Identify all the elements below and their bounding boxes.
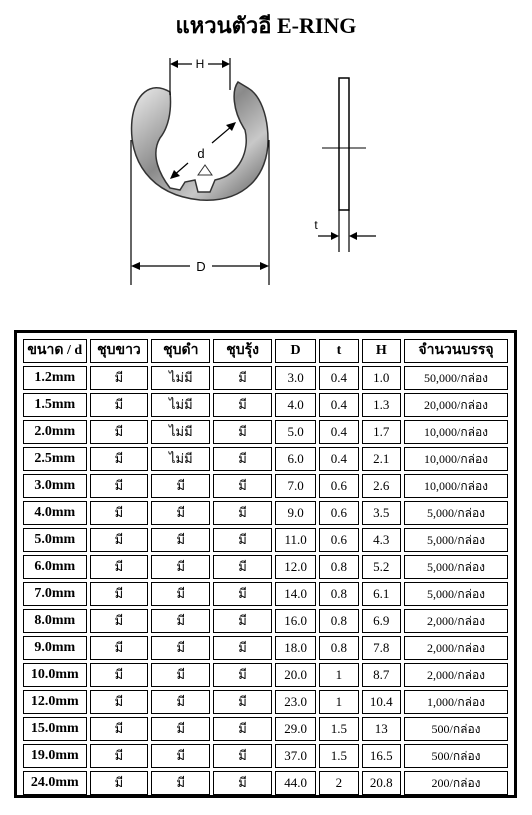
table-row bbox=[23, 717, 508, 741]
cell-col-h: 6.9 bbox=[362, 609, 401, 633]
cell-col-t: 1 bbox=[319, 663, 358, 687]
cell-col-d-outer: 14.0 bbox=[275, 582, 316, 606]
cell-col-black-plated: มี bbox=[151, 717, 210, 741]
cell-col-h: 1.3 bbox=[362, 393, 401, 417]
cell-col-size: 5.0mm bbox=[23, 528, 87, 552]
table-row bbox=[23, 609, 508, 633]
table-row bbox=[23, 366, 508, 390]
cell-col-rainbow-plated: มี bbox=[213, 501, 272, 525]
cell-col-quantity: 20,000/กล่อง bbox=[404, 393, 508, 417]
cell-col-quantity: 5,000/กล่อง bbox=[404, 555, 508, 579]
cell-col-white-plated: มี bbox=[90, 717, 149, 741]
cell-col-white-plated: มี bbox=[90, 663, 149, 687]
cell-col-size: 19.0mm bbox=[23, 744, 87, 768]
cell-col-white-plated: มี bbox=[90, 582, 149, 606]
e-ring-shape bbox=[132, 82, 268, 200]
cell-col-h: 3.5 bbox=[362, 501, 401, 525]
cell-col-black-plated: มี bbox=[151, 663, 210, 687]
cell-col-t: 2 bbox=[319, 771, 358, 795]
cell-col-rainbow-plated: มี bbox=[213, 474, 272, 498]
cell-col-d-outer: 23.0 bbox=[275, 690, 316, 714]
cell-col-t: 0.6 bbox=[319, 474, 358, 498]
cell-col-rainbow-plated: มี bbox=[213, 636, 272, 660]
cell-col-h: 10.4 bbox=[362, 690, 401, 714]
cell-col-black-plated: มี bbox=[151, 636, 210, 660]
cell-col-d-outer: 12.0 bbox=[275, 555, 316, 579]
header-col-size: ขนาด / d bbox=[23, 339, 87, 363]
cell-col-h: 16.5 bbox=[362, 744, 401, 768]
cell-col-rainbow-plated: มี bbox=[213, 555, 272, 579]
cell-col-white-plated: มี bbox=[90, 771, 149, 795]
cell-col-d-outer: 11.0 bbox=[275, 528, 316, 552]
page-title: แหวนตัวอี E-RING bbox=[175, 13, 357, 38]
cell-col-size: 15.0mm bbox=[23, 717, 87, 741]
cell-col-h: 4.3 bbox=[362, 528, 401, 552]
cell-col-black-plated: มี bbox=[151, 609, 210, 633]
spec-table bbox=[20, 336, 511, 798]
cell-col-size: 1.2mm bbox=[23, 366, 87, 390]
cell-col-rainbow-plated: มี bbox=[213, 609, 272, 633]
cell-col-size: 4.0mm bbox=[23, 501, 87, 525]
cell-col-rainbow-plated: มี bbox=[213, 717, 272, 741]
cell-col-h: 1.7 bbox=[362, 420, 401, 444]
cell-col-h: 2.6 bbox=[362, 474, 401, 498]
cell-col-white-plated: มี bbox=[90, 474, 149, 498]
cell-col-h: 2.1 bbox=[362, 447, 401, 471]
header-col-black-plated: ชุบดำ bbox=[151, 339, 210, 363]
cell-col-black-plated: ไม่มี bbox=[151, 393, 210, 417]
cell-col-quantity: 2,000/กล่อง bbox=[404, 636, 508, 660]
table-row bbox=[23, 663, 508, 687]
cell-col-d-outer: 5.0 bbox=[275, 420, 316, 444]
cell-col-rainbow-plated: มี bbox=[213, 663, 272, 687]
header-col-h: H bbox=[362, 339, 401, 363]
table-row bbox=[23, 474, 508, 498]
table-row bbox=[23, 555, 508, 579]
cell-col-rainbow-plated: มี bbox=[213, 690, 272, 714]
cell-col-rainbow-plated: มี bbox=[213, 447, 272, 471]
cell-col-rainbow-plated: มี bbox=[213, 366, 272, 390]
cell-col-size: 9.0mm bbox=[23, 636, 87, 660]
cell-col-white-plated: มี bbox=[90, 420, 149, 444]
header-col-quantity: จำนวนบรรจุ bbox=[404, 339, 508, 363]
cell-col-white-plated: มี bbox=[90, 690, 149, 714]
cell-col-size: 3.0mm bbox=[23, 474, 87, 498]
cell-col-size: 2.0mm bbox=[23, 420, 87, 444]
cell-col-t: 0.6 bbox=[319, 501, 358, 525]
table-header-row bbox=[23, 339, 508, 363]
cell-col-black-plated: ไม่มี bbox=[151, 420, 210, 444]
cell-col-rainbow-plated: มี bbox=[213, 528, 272, 552]
cell-col-white-plated: มี bbox=[90, 744, 149, 768]
cell-col-quantity: 50,000/กล่อง bbox=[404, 366, 508, 390]
cell-col-t: 0.8 bbox=[319, 636, 358, 660]
cell-col-white-plated: มี bbox=[90, 447, 149, 471]
table-row bbox=[23, 420, 508, 444]
cell-col-t: 0.4 bbox=[319, 420, 358, 444]
cell-col-white-plated: มี bbox=[90, 609, 149, 633]
cell-col-h: 20.8 bbox=[362, 771, 401, 795]
cell-col-t: 1.5 bbox=[319, 744, 358, 768]
label-t: t bbox=[314, 218, 318, 232]
cell-col-size: 1.5mm bbox=[23, 393, 87, 417]
cell-col-d-outer: 20.0 bbox=[275, 663, 316, 687]
table-row bbox=[23, 690, 508, 714]
cell-col-t: 0.4 bbox=[319, 366, 358, 390]
spec-table-frame bbox=[14, 330, 517, 798]
cell-col-size: 8.0mm bbox=[23, 609, 87, 633]
cell-col-d-outer: 3.0 bbox=[275, 366, 316, 390]
label-h: H bbox=[195, 57, 205, 71]
cell-col-size: 24.0mm bbox=[23, 771, 87, 795]
cell-col-t: 0.8 bbox=[319, 555, 358, 579]
cell-col-size: 10.0mm bbox=[23, 663, 87, 687]
cell-col-rainbow-plated: มี bbox=[213, 420, 272, 444]
cell-col-quantity: 5,000/กล่อง bbox=[404, 528, 508, 552]
cell-col-d-outer: 18.0 bbox=[275, 636, 316, 660]
label-big-d: D bbox=[196, 259, 206, 274]
cell-col-white-plated: มี bbox=[90, 528, 149, 552]
cell-col-t: 0.8 bbox=[319, 609, 358, 633]
cell-col-black-plated: มี bbox=[151, 474, 210, 498]
cell-col-t: 0.6 bbox=[319, 528, 358, 552]
cell-col-rainbow-plated: มี bbox=[213, 582, 272, 606]
cell-col-white-plated: มี bbox=[90, 636, 149, 660]
table-row bbox=[23, 771, 508, 795]
table-row bbox=[23, 744, 508, 768]
cell-col-size: 6.0mm bbox=[23, 555, 87, 579]
e-ring-diagram bbox=[0, 40, 532, 320]
cell-col-quantity: 2,000/กล่อง bbox=[404, 663, 508, 687]
cell-col-d-outer: 9.0 bbox=[275, 501, 316, 525]
cell-col-t: 1 bbox=[319, 690, 358, 714]
cell-col-t: 0.4 bbox=[319, 447, 358, 471]
table-row bbox=[23, 393, 508, 417]
cell-col-quantity: 1,000/กล่อง bbox=[404, 690, 508, 714]
cell-col-d-outer: 16.0 bbox=[275, 609, 316, 633]
cell-col-h: 7.8 bbox=[362, 636, 401, 660]
cell-col-quantity: 2,000/กล่อง bbox=[404, 609, 508, 633]
header-col-t: t bbox=[319, 339, 358, 363]
table-row bbox=[23, 501, 508, 525]
cell-col-rainbow-plated: มี bbox=[213, 393, 272, 417]
cell-col-h: 6.1 bbox=[362, 582, 401, 606]
cell-col-quantity: 5,000/กล่อง bbox=[404, 582, 508, 606]
cell-col-d-outer: 37.0 bbox=[275, 744, 316, 768]
cell-col-size: 7.0mm bbox=[23, 582, 87, 606]
cell-col-h: 13 bbox=[362, 717, 401, 741]
cell-col-quantity: 10,000/กล่อง bbox=[404, 447, 508, 471]
label-d: d bbox=[197, 146, 205, 161]
cell-col-white-plated: มี bbox=[90, 501, 149, 525]
cell-col-black-plated: ไม่มี bbox=[151, 447, 210, 471]
cell-col-black-plated: มี bbox=[151, 744, 210, 768]
table-row bbox=[23, 636, 508, 660]
cell-col-black-plated: ไม่มี bbox=[151, 366, 210, 390]
cell-col-black-plated: มี bbox=[151, 582, 210, 606]
cell-col-black-plated: มี bbox=[151, 690, 210, 714]
cell-col-black-plated: มี bbox=[151, 771, 210, 795]
cell-col-black-plated: มี bbox=[151, 528, 210, 552]
cell-col-size: 12.0mm bbox=[23, 690, 87, 714]
cell-col-quantity: 10,000/กล่อง bbox=[404, 474, 508, 498]
cell-col-t: 1.5 bbox=[319, 717, 358, 741]
cell-col-white-plated: มี bbox=[90, 555, 149, 579]
table-row bbox=[23, 528, 508, 552]
cell-col-t: 0.4 bbox=[319, 393, 358, 417]
cell-col-d-outer: 7.0 bbox=[275, 474, 316, 498]
cell-col-quantity: 500/กล่อง bbox=[404, 717, 508, 741]
side-view bbox=[318, 78, 376, 252]
cell-col-d-outer: 4.0 bbox=[275, 393, 316, 417]
header-col-white-plated: ชุบขาว bbox=[90, 339, 149, 363]
cell-col-quantity: 5,000/กล่อง bbox=[404, 501, 508, 525]
table-row bbox=[23, 447, 508, 471]
cell-col-white-plated: มี bbox=[90, 393, 149, 417]
cell-col-t: 0.8 bbox=[319, 582, 358, 606]
cell-col-h: 5.2 bbox=[362, 555, 401, 579]
header-col-d-outer: D bbox=[275, 339, 316, 363]
cell-col-d-outer: 6.0 bbox=[275, 447, 316, 471]
header-col-rainbow-plated: ชุบรุ้ง bbox=[213, 339, 272, 363]
table-row bbox=[23, 582, 508, 606]
cell-col-quantity: 200/กล่อง bbox=[404, 771, 508, 795]
cell-col-h: 1.0 bbox=[362, 366, 401, 390]
cell-col-quantity: 10,000/กล่อง bbox=[404, 420, 508, 444]
table-body bbox=[23, 366, 508, 795]
cell-col-white-plated: มี bbox=[90, 366, 149, 390]
cell-col-d-outer: 44.0 bbox=[275, 771, 316, 795]
cell-col-black-plated: มี bbox=[151, 555, 210, 579]
cell-col-quantity: 500/กล่อง bbox=[404, 744, 508, 768]
cell-col-size: 2.5mm bbox=[23, 447, 87, 471]
cell-col-black-plated: มี bbox=[151, 501, 210, 525]
cell-col-h: 8.7 bbox=[362, 663, 401, 687]
cell-col-d-outer: 29.0 bbox=[275, 717, 316, 741]
cell-col-rainbow-plated: มี bbox=[213, 744, 272, 768]
cell-col-rainbow-plated: มี bbox=[213, 771, 272, 795]
